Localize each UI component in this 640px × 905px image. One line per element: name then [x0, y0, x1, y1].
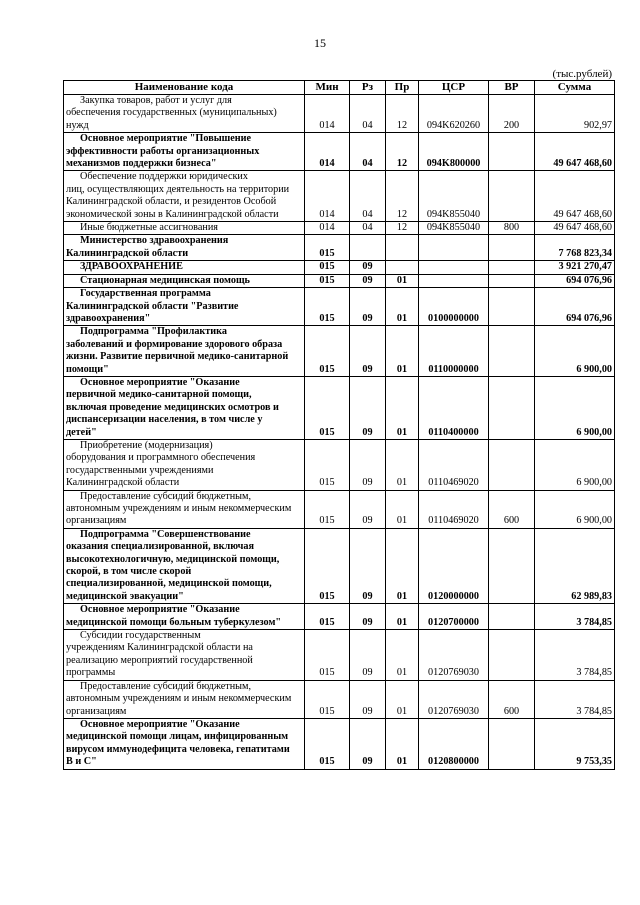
row-sum: 6 900,00: [535, 326, 615, 377]
row-name-line: Министерство здравоохранения: [80, 235, 229, 247]
row-pr: 01: [386, 490, 419, 528]
row-min: 015: [305, 376, 350, 439]
row-csr: 0120000000: [419, 528, 489, 603]
row-pr: 01: [386, 528, 419, 603]
row-rz: 04: [350, 95, 386, 133]
table-row: [64, 718, 615, 769]
row-sum: 6 900,00: [535, 439, 615, 490]
row-name: [64, 680, 305, 718]
row-rz: 09: [350, 718, 386, 769]
table-row: [64, 528, 615, 603]
row-name-line: включая проведение медицинских осмотров и: [66, 401, 279, 413]
row-pr: [386, 235, 419, 261]
row-csr: 0120800000: [419, 718, 489, 769]
row-name-line: Предоставление субсидий бюджетным,: [80, 490, 252, 502]
row-name-line: эффективности работы организационных: [66, 145, 260, 157]
row-sum: 3 784,85: [535, 630, 615, 681]
row-csr: 0110000000: [419, 326, 489, 377]
row-sum: 49 647 468,60: [535, 171, 615, 222]
table-row: [64, 133, 615, 171]
unit-label: (тыс.рублей): [552, 68, 612, 80]
row-name: [64, 718, 305, 769]
row-min: 015: [305, 528, 350, 603]
row-pr: 01: [386, 439, 419, 490]
row-name-line: оборудования и программного обеспечения: [66, 452, 256, 464]
row-name-line: Калининградской области "Развитие: [66, 300, 239, 312]
table-row: [64, 439, 615, 490]
row-name-line: первичной медико-санитарной помощи,: [66, 389, 252, 401]
row-rz: 09: [350, 680, 386, 718]
row-pr: 01: [386, 326, 419, 377]
row-min: 014: [305, 95, 350, 133]
row-sum: 694 076,96: [535, 288, 615, 326]
row-name-line: Подпрограмма "Совершенствование: [80, 528, 251, 540]
row-name: [64, 490, 305, 528]
row-name: [64, 235, 305, 261]
row-rz: 09: [350, 490, 386, 528]
table-row: [64, 235, 615, 261]
row-sum: 62 989,83: [535, 528, 615, 603]
row-name-line: организациям: [66, 705, 127, 717]
row-rz: 04: [350, 133, 386, 171]
row-name-line: помощи": [66, 363, 109, 375]
row-rz: 09: [350, 604, 386, 630]
row-rz: 04: [350, 222, 386, 235]
row-min: 015: [305, 680, 350, 718]
row-vr: 200: [489, 95, 535, 133]
row-name-line: вирусом иммунодефицита человека, гепатитами: [66, 743, 290, 755]
row-name-line: автономным учреждениям и иным некоммерческим: [66, 503, 292, 514]
row-csr: 0110400000: [419, 376, 489, 439]
row-csr: 094K800000: [419, 133, 489, 171]
header-rz: Рз: [350, 81, 386, 95]
row-vr: [489, 133, 535, 171]
row-name-line: Субсидии государственным: [80, 630, 201, 642]
row-csr: 0110469020: [419, 439, 489, 490]
row-name-line: жизни. Развитие первичной медико-санитарной: [66, 351, 289, 363]
budget-table: [63, 80, 615, 770]
row-name-line: здравоохранения": [66, 312, 151, 324]
row-name-line: медицинской помощи больным туберкулезом": [66, 616, 282, 628]
row-name: [64, 288, 305, 326]
table-body: [64, 95, 615, 770]
row-rz: 09: [350, 439, 386, 490]
row-sum: 902,97: [535, 95, 615, 133]
row-name-line: Предоставление субсидий бюджетным,: [80, 680, 252, 692]
row-name: [64, 261, 305, 274]
row-csr: 0100000000: [419, 288, 489, 326]
row-vr: [489, 718, 535, 769]
row-min: 015: [305, 261, 350, 274]
row-name: [64, 630, 305, 681]
row-pr: 12: [386, 222, 419, 235]
row-name-line: скорой, в том числе скорой: [66, 566, 192, 578]
row-vr: [489, 604, 535, 630]
header-pr: Пр: [386, 81, 419, 95]
row-csr: 094K855040: [419, 171, 489, 222]
row-vr: [489, 288, 535, 326]
row-name-line: организациям: [66, 515, 127, 527]
row-name-line: механизмов поддержки бизнеса": [66, 158, 217, 170]
row-vr: [489, 261, 535, 274]
row-sum: 6 900,00: [535, 490, 615, 528]
table-row: [64, 680, 615, 718]
row-rz: 04: [350, 171, 386, 222]
row-name-line: Калининградской области: [66, 477, 180, 489]
row-name-line: В и С": [66, 756, 97, 768]
row-name-line: Калининградской области, и резидентов Особой: [66, 196, 277, 208]
row-csr: [419, 274, 489, 287]
row-name: [64, 376, 305, 439]
row-vr: [489, 376, 535, 439]
row-name-line: высокотехнологичную, медицинской помощи,: [66, 553, 280, 565]
table-row: [64, 490, 615, 528]
row-name-line: Подпрограмма "Профилактика: [80, 326, 227, 338]
row-name-line: диспансеризации населения, в том числе у: [66, 414, 263, 426]
row-name-line: Основное мероприятие "Оказание: [80, 376, 240, 388]
row-name-line: нужд: [66, 119, 89, 131]
table-header-row: [64, 81, 615, 95]
row-sum: 6 900,00: [535, 376, 615, 439]
row-rz: 09: [350, 288, 386, 326]
row-min: 015: [305, 718, 350, 769]
row-vr: [489, 274, 535, 287]
row-name-line: Закупка товаров, работ и услуг для: [80, 95, 232, 106]
row-vr: 800: [489, 222, 535, 235]
row-name: [64, 222, 305, 235]
table-row: [64, 326, 615, 377]
row-sum: 694 076,96: [535, 274, 615, 287]
row-name: [64, 528, 305, 603]
row-name-line: детей": [66, 426, 97, 438]
row-name-line: оказания специализированной, включая: [66, 541, 255, 553]
row-csr: [419, 235, 489, 261]
row-vr: 600: [489, 490, 535, 528]
row-name-line: экономической зоны в Калининградской области: [66, 208, 279, 220]
row-csr: 094K855040: [419, 222, 489, 235]
row-min: 015: [305, 274, 350, 287]
header-name: Наименование кода: [64, 81, 305, 95]
row-pr: [386, 261, 419, 274]
table-row: [64, 376, 615, 439]
row-csr: 094K620260: [419, 95, 489, 133]
row-name-line: Стационарная медицинская помощь: [80, 274, 250, 286]
row-name-line: ЗДРАВООХРАНЕНИЕ: [80, 261, 183, 273]
table-row: [64, 261, 615, 274]
row-name-line: реализацию мероприятий государственной: [66, 654, 253, 666]
header-min: Мин: [305, 81, 350, 95]
row-min: 015: [305, 326, 350, 377]
row-csr: 0120700000: [419, 604, 489, 630]
row-pr: 01: [386, 288, 419, 326]
row-min: 015: [305, 490, 350, 528]
row-name-line: медицинской эвакуации": [66, 590, 184, 602]
row-name-line: Основное мероприятие "Оказание: [80, 718, 240, 730]
row-min: 015: [305, 630, 350, 681]
row-rz: 09: [350, 528, 386, 603]
row-name-line: автономным учреждениям и иным некоммерческим: [66, 693, 292, 705]
row-pr: 01: [386, 680, 419, 718]
row-name-line: специализированной, медицинской помощи,: [66, 578, 272, 590]
header-sum: Сумма: [535, 81, 615, 95]
row-min: 015: [305, 439, 350, 490]
row-name-line: учреждениям Калининградской области на: [66, 642, 253, 654]
page-number: 15: [314, 36, 326, 50]
row-pr: 12: [386, 171, 419, 222]
row-vr: [489, 235, 535, 261]
row-min: 014: [305, 133, 350, 171]
row-pr: 01: [386, 630, 419, 681]
row-name-line: Калининградской области: [66, 247, 189, 259]
row-vr: [489, 630, 535, 681]
row-sum: 3 784,85: [535, 680, 615, 718]
header-csr: ЦСР: [419, 81, 489, 95]
row-pr: 01: [386, 376, 419, 439]
header-vr: ВР: [489, 81, 535, 95]
row-pr: 01: [386, 274, 419, 287]
row-pr: 01: [386, 718, 419, 769]
row-sum: 49 647 468,60: [535, 222, 615, 235]
row-name: [64, 95, 305, 133]
row-name-line: Основное мероприятие "Повышение: [80, 133, 252, 145]
table-row: [64, 288, 615, 326]
row-name-line: государственными учреждениями: [66, 464, 214, 476]
row-vr: [489, 528, 535, 603]
row-sum: 7 768 823,34: [535, 235, 615, 261]
row-name-line: Обеспечение поддержки юридических: [80, 171, 248, 183]
row-sum: 3 784,85: [535, 604, 615, 630]
row-name: [64, 171, 305, 222]
row-rz: 09: [350, 274, 386, 287]
row-min: 015: [305, 604, 350, 630]
row-rz: [350, 235, 386, 261]
row-name-line: медицинской помощи лицам, инфицированным: [66, 731, 289, 743]
row-sum: 3 921 270,47: [535, 261, 615, 274]
table-row: [64, 274, 615, 287]
row-csr: 0120769030: [419, 680, 489, 718]
row-pr: 12: [386, 95, 419, 133]
row-csr: 0110469020: [419, 490, 489, 528]
table-row: [64, 95, 615, 133]
row-name-line: Приобретение (модернизация): [80, 439, 213, 451]
table-row: [64, 604, 615, 630]
row-name-line: Иные бюджетные ассигнования: [80, 222, 218, 234]
row-vr: 600: [489, 680, 535, 718]
row-min: 015: [305, 235, 350, 261]
row-vr: [489, 171, 535, 222]
row-min: 014: [305, 222, 350, 235]
row-name: [64, 604, 305, 630]
row-name: [64, 326, 305, 377]
row-name: [64, 274, 305, 287]
row-min: 015: [305, 288, 350, 326]
row-min: 014: [305, 171, 350, 222]
row-csr: [419, 261, 489, 274]
table-row: [64, 630, 615, 681]
row-rz: 09: [350, 261, 386, 274]
row-rz: 09: [350, 630, 386, 681]
row-name-line: заболеваний и формирование здорового образа: [66, 338, 283, 350]
row-name: [64, 133, 305, 171]
row-name-line: программы: [66, 667, 116, 679]
row-csr: 0120769030: [419, 630, 489, 681]
table-row: [64, 222, 615, 235]
row-pr: 12: [386, 133, 419, 171]
table-row: [64, 171, 615, 222]
row-vr: [489, 439, 535, 490]
row-rz: 09: [350, 376, 386, 439]
row-name-line: Основное мероприятие "Оказание: [80, 604, 240, 616]
row-name-line: лиц, осуществляющих деятельность на территории: [66, 183, 290, 195]
row-vr: [489, 326, 535, 377]
row-name-line: обеспечения государственных (муниципальных): [66, 107, 277, 119]
row-sum: 9 753,35: [535, 718, 615, 769]
row-rz: 09: [350, 326, 386, 377]
row-pr: 01: [386, 604, 419, 630]
row-name: [64, 439, 305, 490]
row-sum: 49 647 468,60: [535, 133, 615, 171]
row-name-line: Государственная программа: [80, 288, 211, 300]
